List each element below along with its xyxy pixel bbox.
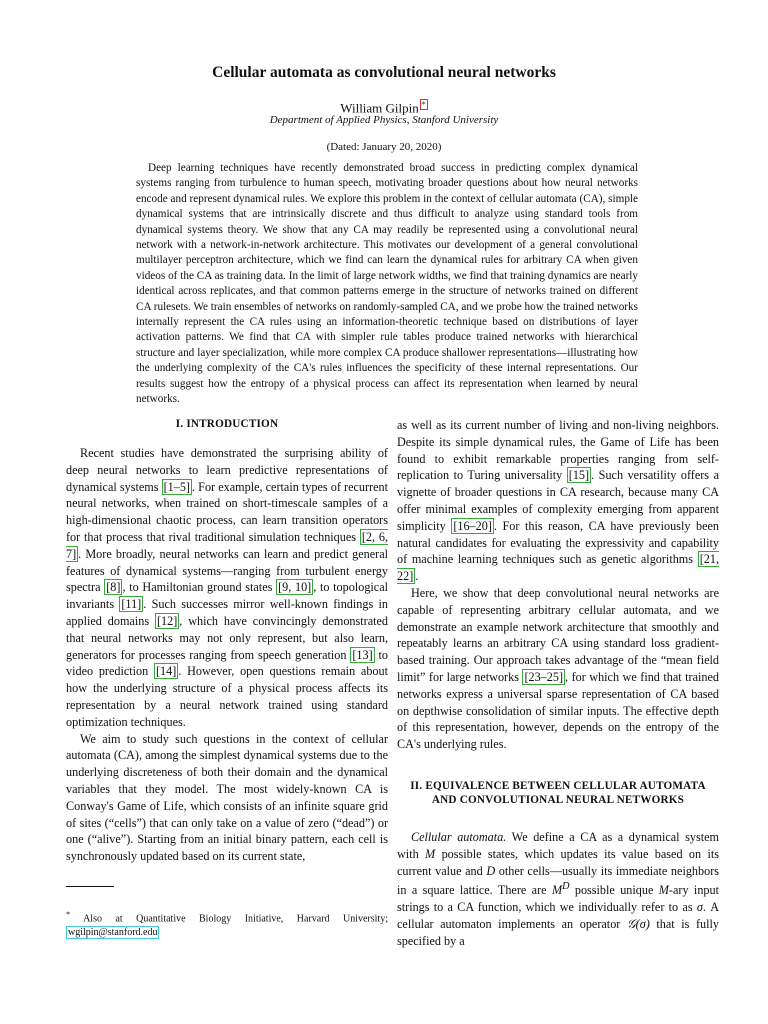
citation-link[interactable]: [11] bbox=[121, 597, 142, 612]
citation-link[interactable]: [8] bbox=[106, 580, 121, 595]
citation-link[interactable]: [9, 10] bbox=[278, 580, 312, 595]
intro-paragraph-3: as well as its current number of living and non-living neighbors. Despite its simple dynamical rules, the Game of Life has been found to exhibit remarkable properties ranging from self-replication to Turing universality [15] . Such versatility offers a vignette of broader questions in CA research, because many CA offer minimal examples of complexity emerging from apparent simplicity [16–20] . For this reason, CA have previously been natural candidates for evaluating the expressivity and capability of machine learning techniques such as genetic algorithms [21, 22] . bbox=[397, 418, 719, 584]
footnote bbox=[66, 908, 388, 940]
paragraph-lead: Cellular automata. bbox=[411, 829, 507, 844]
intro-paragraph-1: Recent studies have demonstrated the surprising ability of deep neural networks to learn predictive representations of dynamical systems [1–5] . For example, certain types of recurrent neural networks, when trained on short-timescale samples of a high-dimensional chaotic process, can learn transition operators for that process that rival traditional simulation techniques [2, 6, 7] . More broadly, neural networks can learn and predict general features of dynamical systems—ranging from turbulent energy spectra [8] , to Hamiltonian ground states [9, 10] , to topological invariants [11] . Such successes mirror well-known findings in applied domains [12] , which have convincingly demonstrated that neural networks may not only represent, but also learn, generators for processes ranging from speech generation [13] to video prediction [14] . However, open questions remain about how the underlying structure of a physical process affects its representation by a neural network trained using standard optimization techniques. bbox=[66, 446, 388, 729]
paper-title: Cellular automata as convolutional neural networks bbox=[212, 64, 556, 81]
citation-link[interactable]: [15] bbox=[568, 468, 590, 483]
citation-link[interactable]: [16–20] bbox=[453, 518, 492, 533]
section2-paragraph-1: Cellular automata. We define a CA as a dynamical system with M possible states, which updates its value based on its current value and D other cells—usually its immediate neighbors in a square lattice. There are $M^D$ possible unique M-ary input strings to a CA function, which we individually refer to as σ. A cellular automaton implements an operator 𝒢(σ) that is fully specified by a bbox=[397, 829, 720, 948]
citation-link[interactable]: [2, 6, 7] bbox=[66, 529, 388, 561]
footnote-rule bbox=[66, 886, 114, 887]
intro-paragraph-4: Here, we show that deep convolutional neural networks are capable of representing arbitrary cellular automata, and we demonstrate an example network architecture that smoothly and repeatably learns an arbitrary CA using standard loss gradient-based training. Our approach takes advantage of the “mean field limit” for large networks [23–25] , for which we find that trained networks express a universal sparse representation of CA based on depthwise consolidation of similar inputs. The effective depth of this representation, however, depends on the entropy of the CA's underlying rules. bbox=[397, 585, 719, 752]
right-column bbox=[397, 417, 719, 950]
date-line: (Dated: January 20, 2020) bbox=[326, 141, 442, 153]
affiliation: Department of Applied Physics, Stanford University bbox=[269, 114, 499, 126]
email-link[interactable]: wgilpin@stanford.edu bbox=[68, 927, 158, 939]
left-column bbox=[66, 417, 388, 865]
intro-paragraph-2: We aim to study such questions in the context of cellular automata (CA), among the simplest dynamical systems due to the underlying discreteness of both their domain and the dynamical variables that they model. The most widely-known CA is Conway's Game of Life, which consists of an infinite square grid of sites (“cells”) that can only take on a value of zero (“dead”) or one (“alive”). Starting from an initial binary pattern, each cell is synchronously updated based on its current state, bbox=[66, 731, 388, 864]
citation-link[interactable]: [1–5] bbox=[163, 479, 190, 494]
author-footnote-link[interactable]: * bbox=[421, 100, 426, 109]
footnote-text: Also at Quantitative Biology Initiative, Harvard University; bbox=[70, 913, 388, 925]
abstract: Deep learning techniques have recently demonstrated broad success in predicting complex dynamical systems ranging from turbulence to human speech, motivating broader questions about how neural networks encode and represent dynamical rules. We explore this problem in the context of cellular automata (CA), simple dynamical systems that are intrinsically discrete and thus difficult to analyze using standard tools from dynamical systems theory. We show that any CA may readily be represented using a convolutional neural network with a network-in-network architecture. This motivates our development of a general convolutional multilayer perceptron architecture, which we find can learn the dynamical rules for arbitrary CA when given videos of the CA as training data. In the limit of large network widths, we find that training dynamics are nearly identical across replicates, and that common patterns emerge in the structure of networks trained on different CA rulesets. We train ensembles of networks on randomly-sampled CA, and we probe how the trained networks internally represent the CA rules using an information-theoretic technique based on distributions of layer activation patterns. We find that CA with simpler rule tables produce trained networks with hierarchical structure and layer specialization, while more complex CA produce shallower representations—illustrating how the underlying complexity of the CA's rules influences the specificity of these internal representations. Our results suggest how the entropy of a physical process can affect its representation when learned by neural networks. bbox=[136, 162, 638, 406]
section-heading-equivalence: II. EQUIVALENCE BETWEEN CELLULAR AUTOMATA AND CONVOLUTIONAL NEURAL NETWORKS bbox=[410, 779, 706, 806]
citation-link[interactable]: [13] bbox=[352, 647, 373, 662]
citation-link[interactable]: [21, 22] bbox=[397, 552, 719, 584]
footnote-mark: * bbox=[66, 910, 71, 919]
citation-link[interactable]: [14] bbox=[156, 664, 177, 679]
author-name: William Gilpin bbox=[340, 100, 419, 116]
citation-link[interactable]: [23–25] bbox=[524, 669, 564, 684]
section-heading-introduction: I. INTRODUCTION bbox=[175, 418, 279, 430]
citation-link[interactable]: [12] bbox=[156, 613, 178, 628]
